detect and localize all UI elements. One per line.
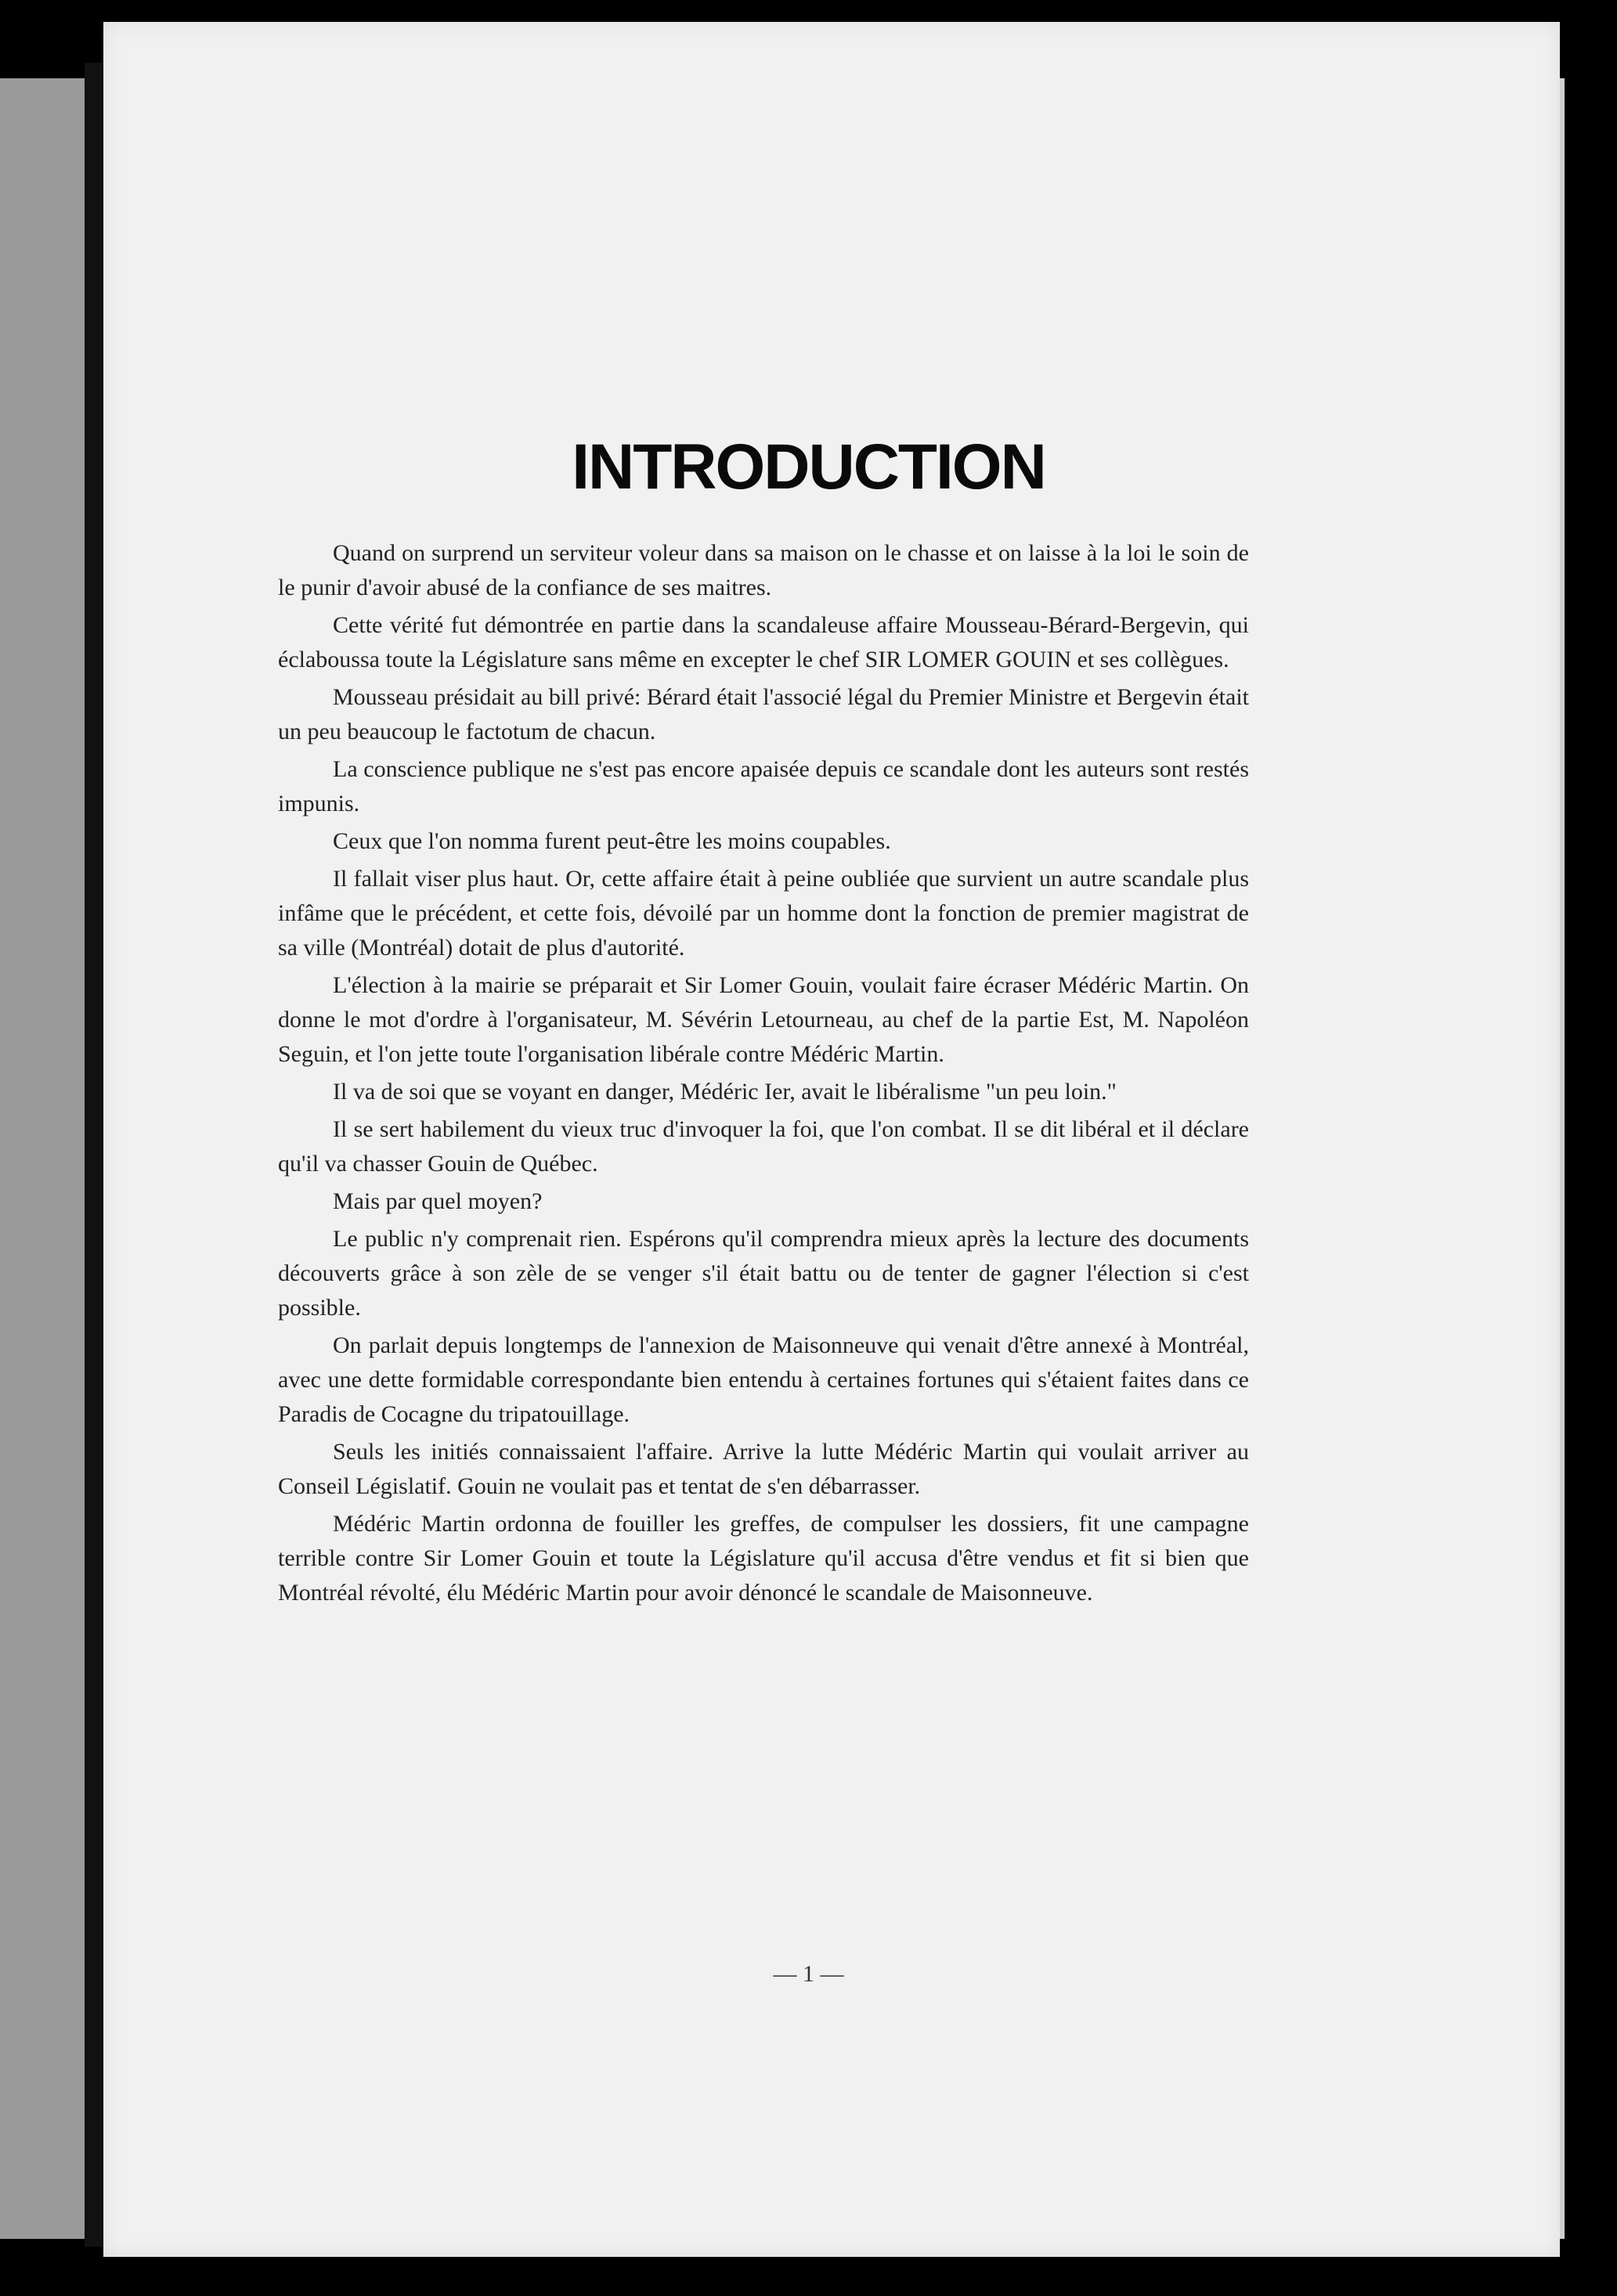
- paragraph: Seuls les initiés connaissaient l'affaire. Arrive la lutte Médéric Martin qui voulait arriver au Conseil Législatif. Gouin ne voulait pas et tentat de s'en débarrasser.: [278, 1439, 1249, 1499]
- paragraph: Ceux que l'on nomma furent peut-être les moins coupables.: [333, 828, 891, 854]
- paragraph: Il se sert habilement du vieux truc d'invoquer la foi, que l'on combat. Il se dit libéral et il déclare qu'il va chasser Gouin de Québec.: [278, 1116, 1249, 1177]
- adjacent-page-edge: [0, 78, 85, 2239]
- paragraph: On parlait depuis longtemps de l'annexion de Maisonneuve qui venait d'être annexé à Montréal, avec une dette formidable correspondante bien entendu à certaines fortunes qui s'étaient faites dans ce Paradis de Cocagne du tripatouillage.: [278, 1332, 1249, 1427]
- paragraph: Il va de soi que se voyant en danger, Médéric Ier, avait le libéralisme "un peu loin.": [333, 1079, 1117, 1105]
- paragraph: Il fallait viser plus haut. Or, cette affaire était à peine oubliée que survient un autre scandale plus infâme que le précédent, et cette fois, dévoilé par un homme dont la fonction de premier magistrat de sa ville (Montréal) dotait de plus d'autorité.: [278, 866, 1249, 961]
- paragraph: Quand on surprend un serviteur voleur dans sa maison on le chasse et on laisse à la loi le soin de le punir d'avoir abusé de la confiance de ses maitres.: [278, 540, 1249, 600]
- paragraph: Mousseau présidait au bill privé: Bérard était l'associé légal du Premier Ministre et Bergevin était un peu beaucoup le factotum de chacun.: [278, 684, 1249, 744]
- body-text: [278, 536, 1249, 1613]
- paragraph: L'élection à la mairie se préparait et Sir Lomer Gouin, voulait faire écraser Médéric Martin. On donne le mot d'ordre à l'organisateur, M. Sévérin Letourneau, au chef de la partie Est, M. Napoléon Seguin, et l'on jette toute l'organisation libérale contre Médéric Martin.: [278, 972, 1249, 1067]
- page-title: INTRODUCTION: [572, 431, 1045, 503]
- paragraph: Médéric Martin ordonna de fouiller les greffes, de compulser les dossiers, fit une campagne terrible contre Sir Lomer Gouin et toute la Législature qu'il accusa d'être vendus et fit si bien que Montréal révolté, élu Médéric Martin pour avoir dénoncé le scandale de Maisonneuve.: [278, 1511, 1249, 1606]
- page-number: — 1 —: [773, 1961, 844, 1987]
- paragraph: La conscience publique ne s'est pas encore apaisée depuis ce scandale dont les auteurs sont restés impunis.: [278, 756, 1249, 816]
- paragraph: Cette vérité fut démontrée en partie dans la scandaleuse affaire Mousseau-Bérard-Bergevin, qui éclaboussa toute la Législature sans même en excepter le chef SIR LOMER GOUIN et ses collègues.: [278, 612, 1249, 672]
- page-right-edge: [1560, 78, 1565, 2239]
- paragraph: Le public n'y comprenait rien. Espérons qu'il comprendra mieux après la lecture des documents découverts grâce à son zèle de se venger s'il était battu ou de tenter de gagner l'élection si c'est possible.: [278, 1226, 1249, 1321]
- paragraph: Mais par quel moyen?: [333, 1188, 543, 1214]
- book-binding: [85, 63, 102, 2247]
